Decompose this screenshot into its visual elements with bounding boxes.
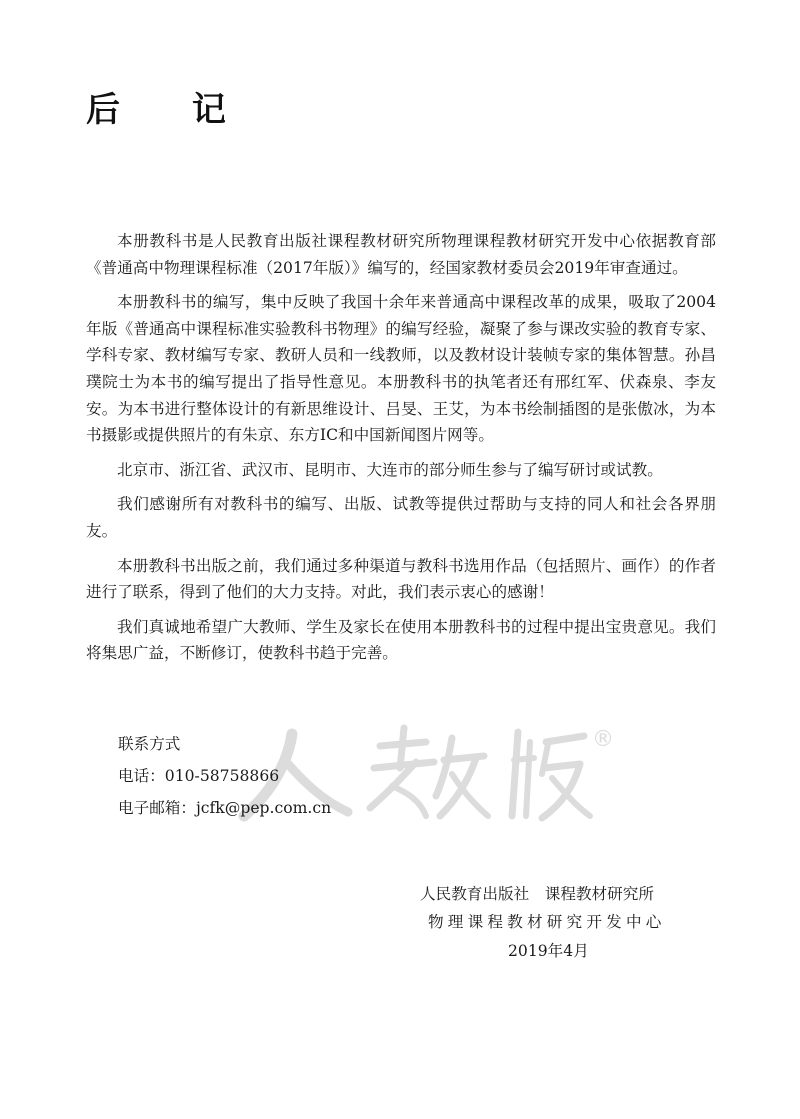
paragraph-2: 本册教科书的编写，集中反映了我国十余年来普通高中课程改革的成果，吸取了2004年版《普通高中课程标准实验教科书物理》的编写经验，凝聚了参与课改实验的教育专家、学科专家、教材编写专家、教研人员和一线教师，以及教材设计装帧专家的集体智慧。孙昌璞院士为本书的编写提出了指导性意见。本册教科书的执笔者还有邢红军、伏森泉、李友安。为本书进行整体设计的有新思维设计、吕旻、王艾，为本书绘制插图的是张傲冰，为本书摄影或提供照片的有朱京、东方IC和中国新闻图片网等。 — [86, 293, 716, 445]
paragraph-3: 北京市、浙江省、武汉市、昆明市、大连市的部分师生参与了编写研讨或试教。 — [117, 460, 663, 479]
contact-phone: 电话：010-58758866 — [118, 767, 280, 785]
page-title: 后 记 — [86, 90, 256, 130]
paragraph-6: 我们真诚地希望广大教师、学生及家长在使用本册教科书的过程中提出宝贵意见。我们将集思广益，不断修订，使教科书趋于完善。 — [86, 617, 716, 663]
contact-section — [118, 728, 331, 824]
signature-publisher: 人民教育出版社 课程教材研究所 — [420, 885, 654, 903]
signature-date: 2019年4月 — [508, 942, 589, 960]
registered-mark: ® — [592, 727, 614, 752]
contact-heading: 联系方式 — [118, 735, 181, 753]
paragraph-4: 我们感谢所有对教科书的编写、出版、试教等提供过帮助与支持的同人和社会各界朋友。 — [86, 495, 716, 540]
signature-center: 物理课程教材研究开发中心 — [428, 913, 666, 931]
contact-email: 电子邮箱：jcfk@pep.com.cn — [118, 799, 332, 817]
paragraph-1: 本册教科书是人民教育出版社课程教材研究所物理课程教材研究开发中心依据教育部《普通高中物理课程标准（2017年版）》编写的，经国家教材委员会2019年审查通过。 — [86, 232, 716, 277]
paragraph-5: 本册教科书出版之前，我们通过多种渠道与教科书选用作品（包括照片、画作）的作者进行了联系，得到了他们的大力支持。对此，我们表示衷心的感谢！ — [86, 556, 716, 602]
afterword-body — [86, 228, 716, 675]
signature-block — [420, 880, 680, 966]
